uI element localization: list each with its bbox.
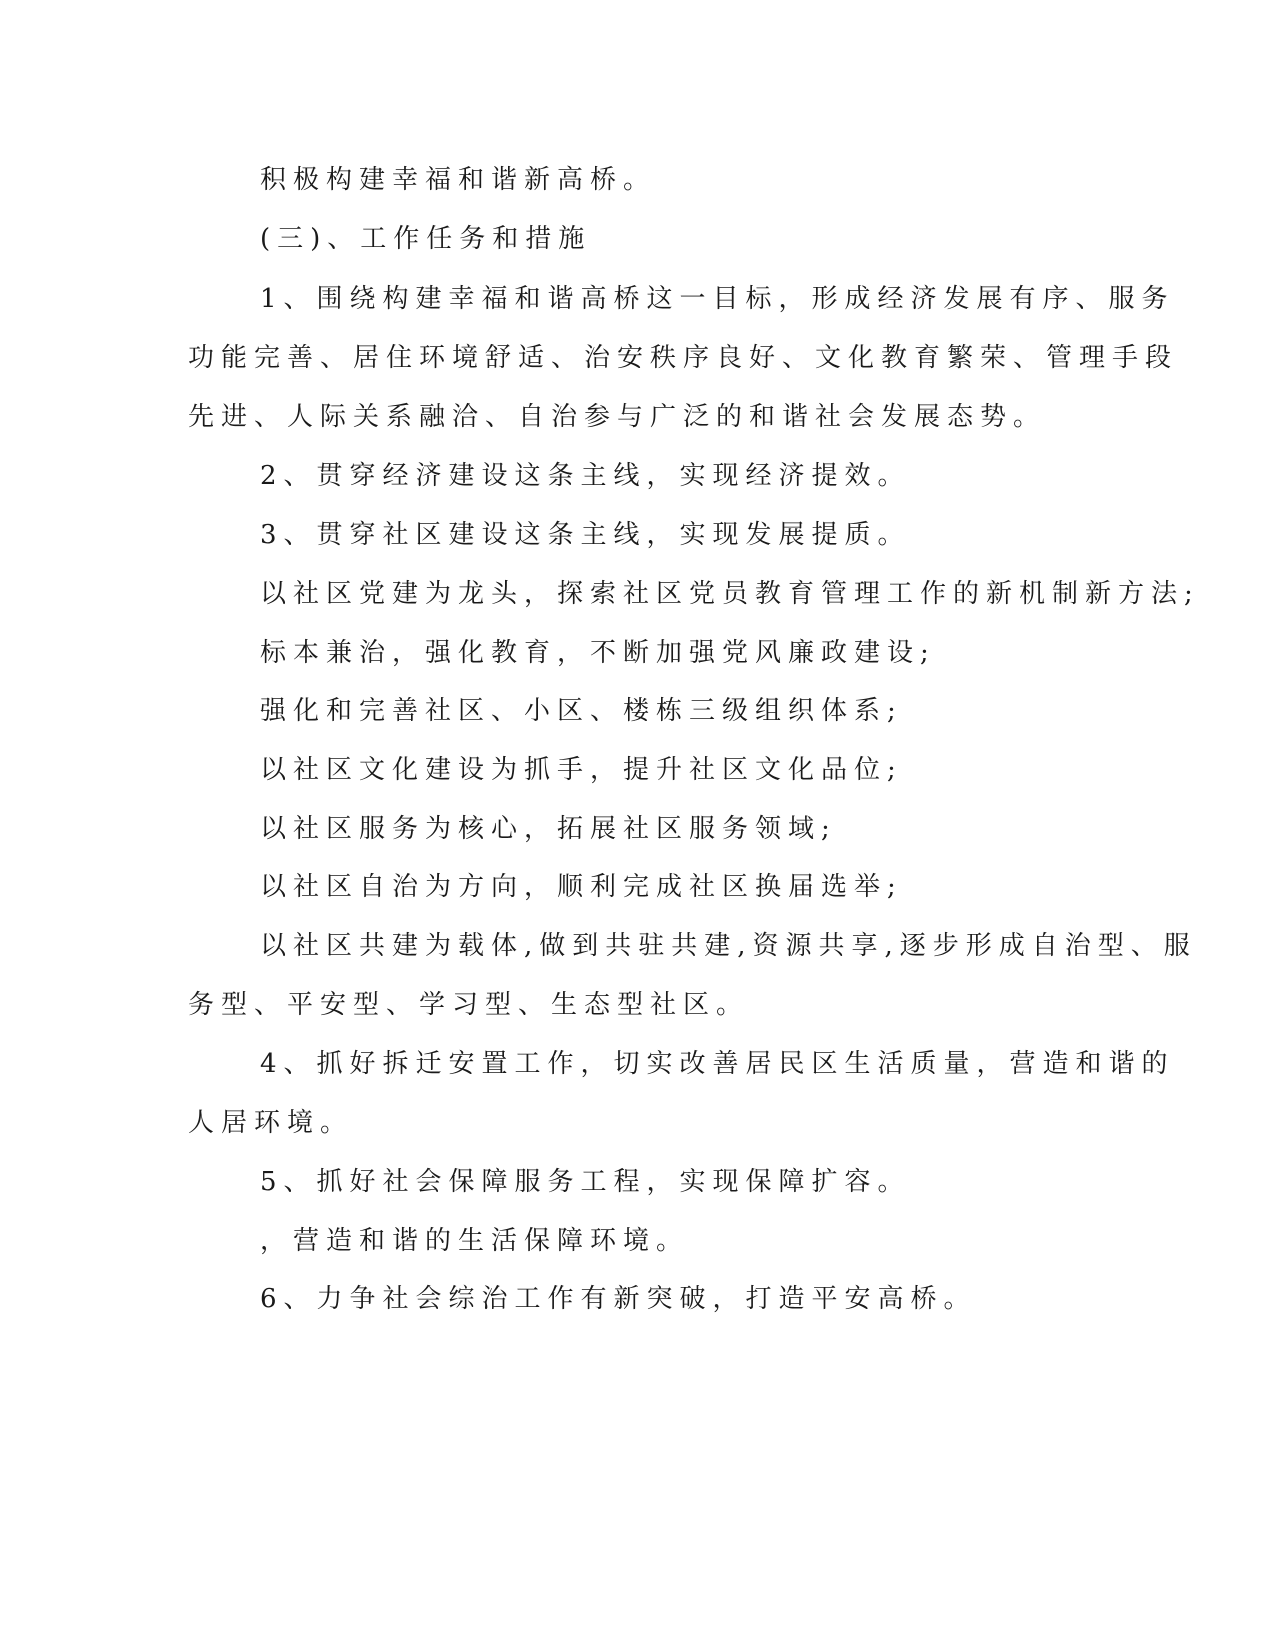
paragraph-line: 强化和完善社区、小区、楼栋三级组织体系;	[260, 696, 903, 726]
paragraph-line: 以社区共建为载体,做到共驻共建,资源共享,逐步形成自治型、服	[260, 931, 1197, 961]
section-heading: (三)、工作任务和措施	[260, 224, 592, 254]
paragraph-line: 以社区党建为龙头，探索社区党员教育管理工作的新机制新方法;	[260, 579, 1200, 609]
paragraph-line: 2、贯穿经济建设这条主线，实现经济提效。	[260, 461, 911, 491]
paragraph-line: 6、力争社会综治工作有新突破，打造平安高桥。	[260, 1284, 977, 1314]
paragraph-line: 4、抓好拆迁安置工作，切实改善居民区生活质量，营造和谐的	[260, 1049, 1175, 1079]
paragraph-line: 人居环境。	[188, 1108, 354, 1138]
paragraph-line: 功能完善、居住环境舒适、治安秩序良好、文化教育繁荣、管理手段	[188, 343, 1179, 373]
paragraph-line: 3、贯穿社区建设这条主线，实现发展提质。	[260, 520, 911, 550]
paragraph-line: ，营造和谐的生活保障环境。	[260, 1226, 690, 1256]
paragraph-line: 先进、人际关系融洽、自治参与广泛的和谐社会发展态势。	[188, 402, 1047, 432]
paragraph-line: 以社区自治为方向，顺利完成社区换届选举;	[260, 872, 903, 902]
paragraph-line: 以社区服务为核心，拓展社区服务领域;	[260, 814, 837, 844]
paragraph-line: 以社区文化建设为抓手，提升社区文化品位;	[260, 755, 903, 785]
paragraph-line: 积极构建幸福和谐新高桥。	[260, 165, 657, 195]
paragraph-line: 1、围绕构建幸福和谐高桥这一目标，形成经济发展有序、服务	[260, 284, 1175, 314]
paragraph-line: 务型、平安型、学习型、生态型社区。	[188, 990, 750, 1020]
paragraph-line: 标本兼治，强化教育，不断加强党风廉政建设;	[260, 638, 936, 668]
paragraph-line: 5、抓好社会保障服务工程，实现保障扩容。	[260, 1167, 911, 1197]
